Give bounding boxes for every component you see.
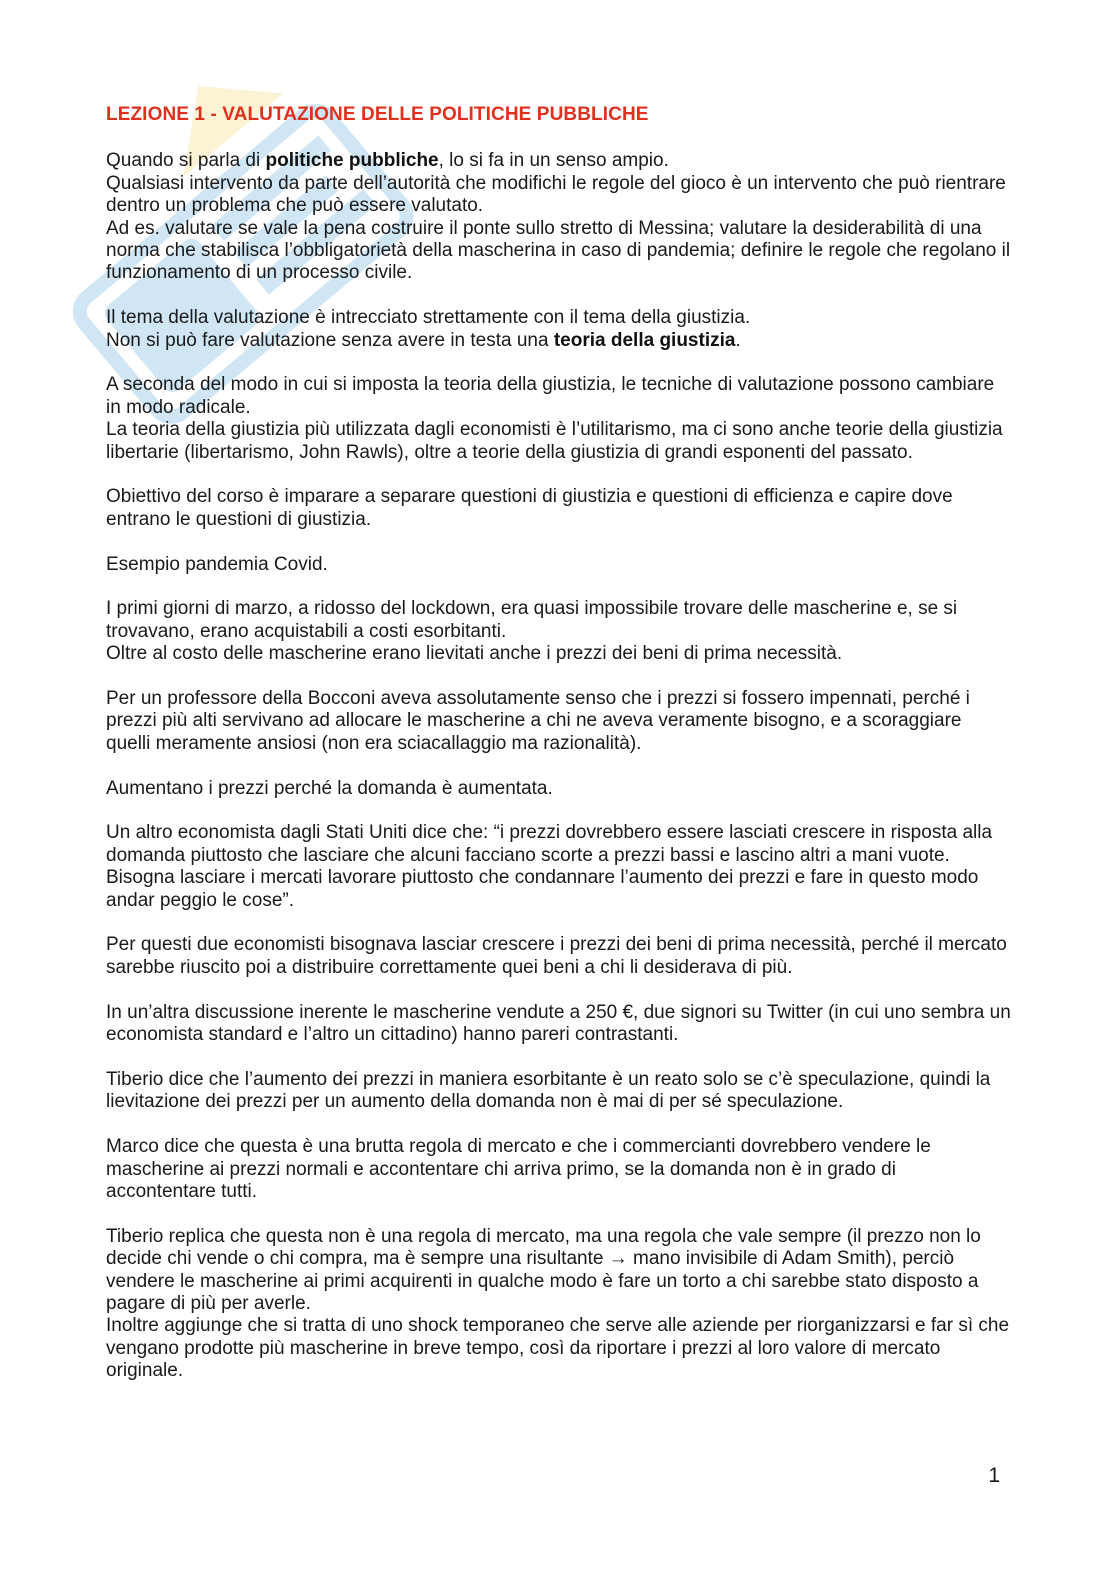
objective-paragraph [106,486,1011,531]
objective-text: Obiettivo del corso è imparare a separare questioni di giustizia e questioni di efficienza e capire dove entrano le questioni di giustizia. [106,486,953,530]
justice-tail: . [735,329,741,351]
justice-lead: Non si può fare valutazione senza avere in testa una [106,329,554,351]
theories-p1: A seconda del modo in cui si imposta la teoria della giustizia, le tecniche di valutazione possono cambiare in modo radicale. [106,374,995,418]
theories-paragraph [106,374,1011,464]
document-page [106,104,1011,1383]
demand-paragraph [106,778,1011,800]
twitter-paragraph [106,1002,1011,1047]
page-number: 1 [988,1464,1000,1487]
two-economists-paragraph [106,934,1011,979]
covid-heading-paragraph [106,554,1011,576]
march-paragraph [106,598,1011,665]
justice-bold-term: teoria della giustizia [553,329,736,351]
usa-text: Un altro economista dagli Stati Uniti dice che: “i prezzi dovrebbero essere lasciati crescere in risposta alla domanda piuttosto che lasciare che alcuni facciano scorte a prezzi bassi e lascino altri a mani vuote. Bisogna lasciare i mercati lavorare piuttosto che condannare l’aumento dei prezzi e fare in questo modo andar peggio le cose”. [106,822,993,911]
intro-paragraph [106,150,1011,284]
demand-text: Aumentano i prezzi perché la domanda è aumentata. [106,777,553,799]
two-economists-text: Per questi due economisti bisognava lasciar crescere i prezzi dei beni di prima necessità, perché il mercato sarebbe riuscito poi a distribuire correttamente quei beni a chi li desiderava di più. [106,934,1007,978]
intro-lead: Quando si parla di [106,150,266,172]
lesson-title: LEZIONE 1 - VALUTAZIONE DELLE POLITICHE PUBBLICHE [106,104,649,125]
march-p1: I primi giorni di marzo, a ridosso del lockdown, era quasi impossibile trovare delle mascherine e, se si trovavano, erano acquistabili a costi esorbitanti. [106,598,958,642]
marco-paragraph [106,1136,1011,1203]
theories-p2: La teoria della giustizia più utilizzata dagli economisti è l’utilitarismo, ma ci sono anche teorie della giustizia libertarie (libertarismo, John Rawls), oltre a teorie della giustizia di grandi esponenti del passato. [106,419,1003,463]
march-p2: Oltre al costo delle mascherine erano lievitati anche i prezzi dei beni di prima necessità. [106,643,843,665]
tiberio-reply: Tiberio replica che questa non è una regola di mercato, ma una regola che vale sempre (il prezzo non lo decide chi vende o chi compra, ma è sempre una risultante → mano invisibile di Adam Smith), perciò vendere le mascherine ai primi acquirenti in qualche modo è fare un torto a chi sarebbe stato disposto a pagare di più per averle. [106,1225,981,1314]
tiberio-paragraph-1 [106,1069,1011,1114]
twitter-text: In un’altra discussione inerente le mascherine vendute a 250 €, due signori su Twitter (in cui uno sembra un economista standard e l’altro un cittadino) hanno pareri contrastanti. [106,1001,1011,1046]
marco-text: Marco dice che questa è una brutta regola di mercato e che i commercianti dovrebbero vendere le mascherine ai prezzi normali e accontentare chi arriva primo, se la domanda non è in grado di accontentare tutti. [106,1136,931,1202]
usa-paragraph [106,822,1011,912]
bocconi-paragraph [106,688,1011,755]
tiberio-addition: Inoltre aggiunge che si tratta di uno shock temporaneo che serve alle aziende per riorganizzarsi e far sì che vengano prodotte più mascherine in breve tempo, così da riportare i prezzi al loro valore di mercato originale. [106,1315,1010,1382]
covid-heading: Esempio pandemia Covid. [106,553,328,575]
intro-tail: , lo si fa in un senso ampio. [438,150,669,172]
intro-line [106,150,1011,172]
justice-line-1: Il tema della valutazione è intrecciato strettamente con il tema della giustizia. [106,307,751,329]
bocconi-text: Per un professore della Bocconi aveva assolutamente senso che i prezzi si fossero impennati, perché i prezzi più alti servivano ad allocare le mascherine a chi ne aveva veramente bisogno, e a scoraggiare quelli meramente ansiosi (non era sciacallaggio ma razionalità). [106,688,970,754]
justice-paragraph [106,307,1011,352]
intro-rest: Qualsiasi intervento da parte dell’autorità che modifichi le regole del gioco è un intervento che può rientrare dentro un problema che può essere valutato. [106,172,1006,217]
intro-bold-term: politiche pubbliche [265,150,439,172]
justice-line-2 [106,330,1011,352]
tiberio-text-1: Tiberio dice che l’aumento dei prezzi in maniera esorbitante è un reato solo se c’è speculazione, quindi la lievitazione dei prezzi per un aumento della domanda non è mai di per sé speculazione. [106,1068,991,1113]
tiberio-paragraph-2 [106,1226,1011,1383]
intro-example: Ad es. valutare se vale la pena costruire il ponte sullo stretto di Messina; valutare la desiderabilità di una norma che stabilisca l’obbligatorietà della mascherina in caso di pandemia; definire le regole che regolano il funzionamento di un processo civile. [106,217,1011,284]
